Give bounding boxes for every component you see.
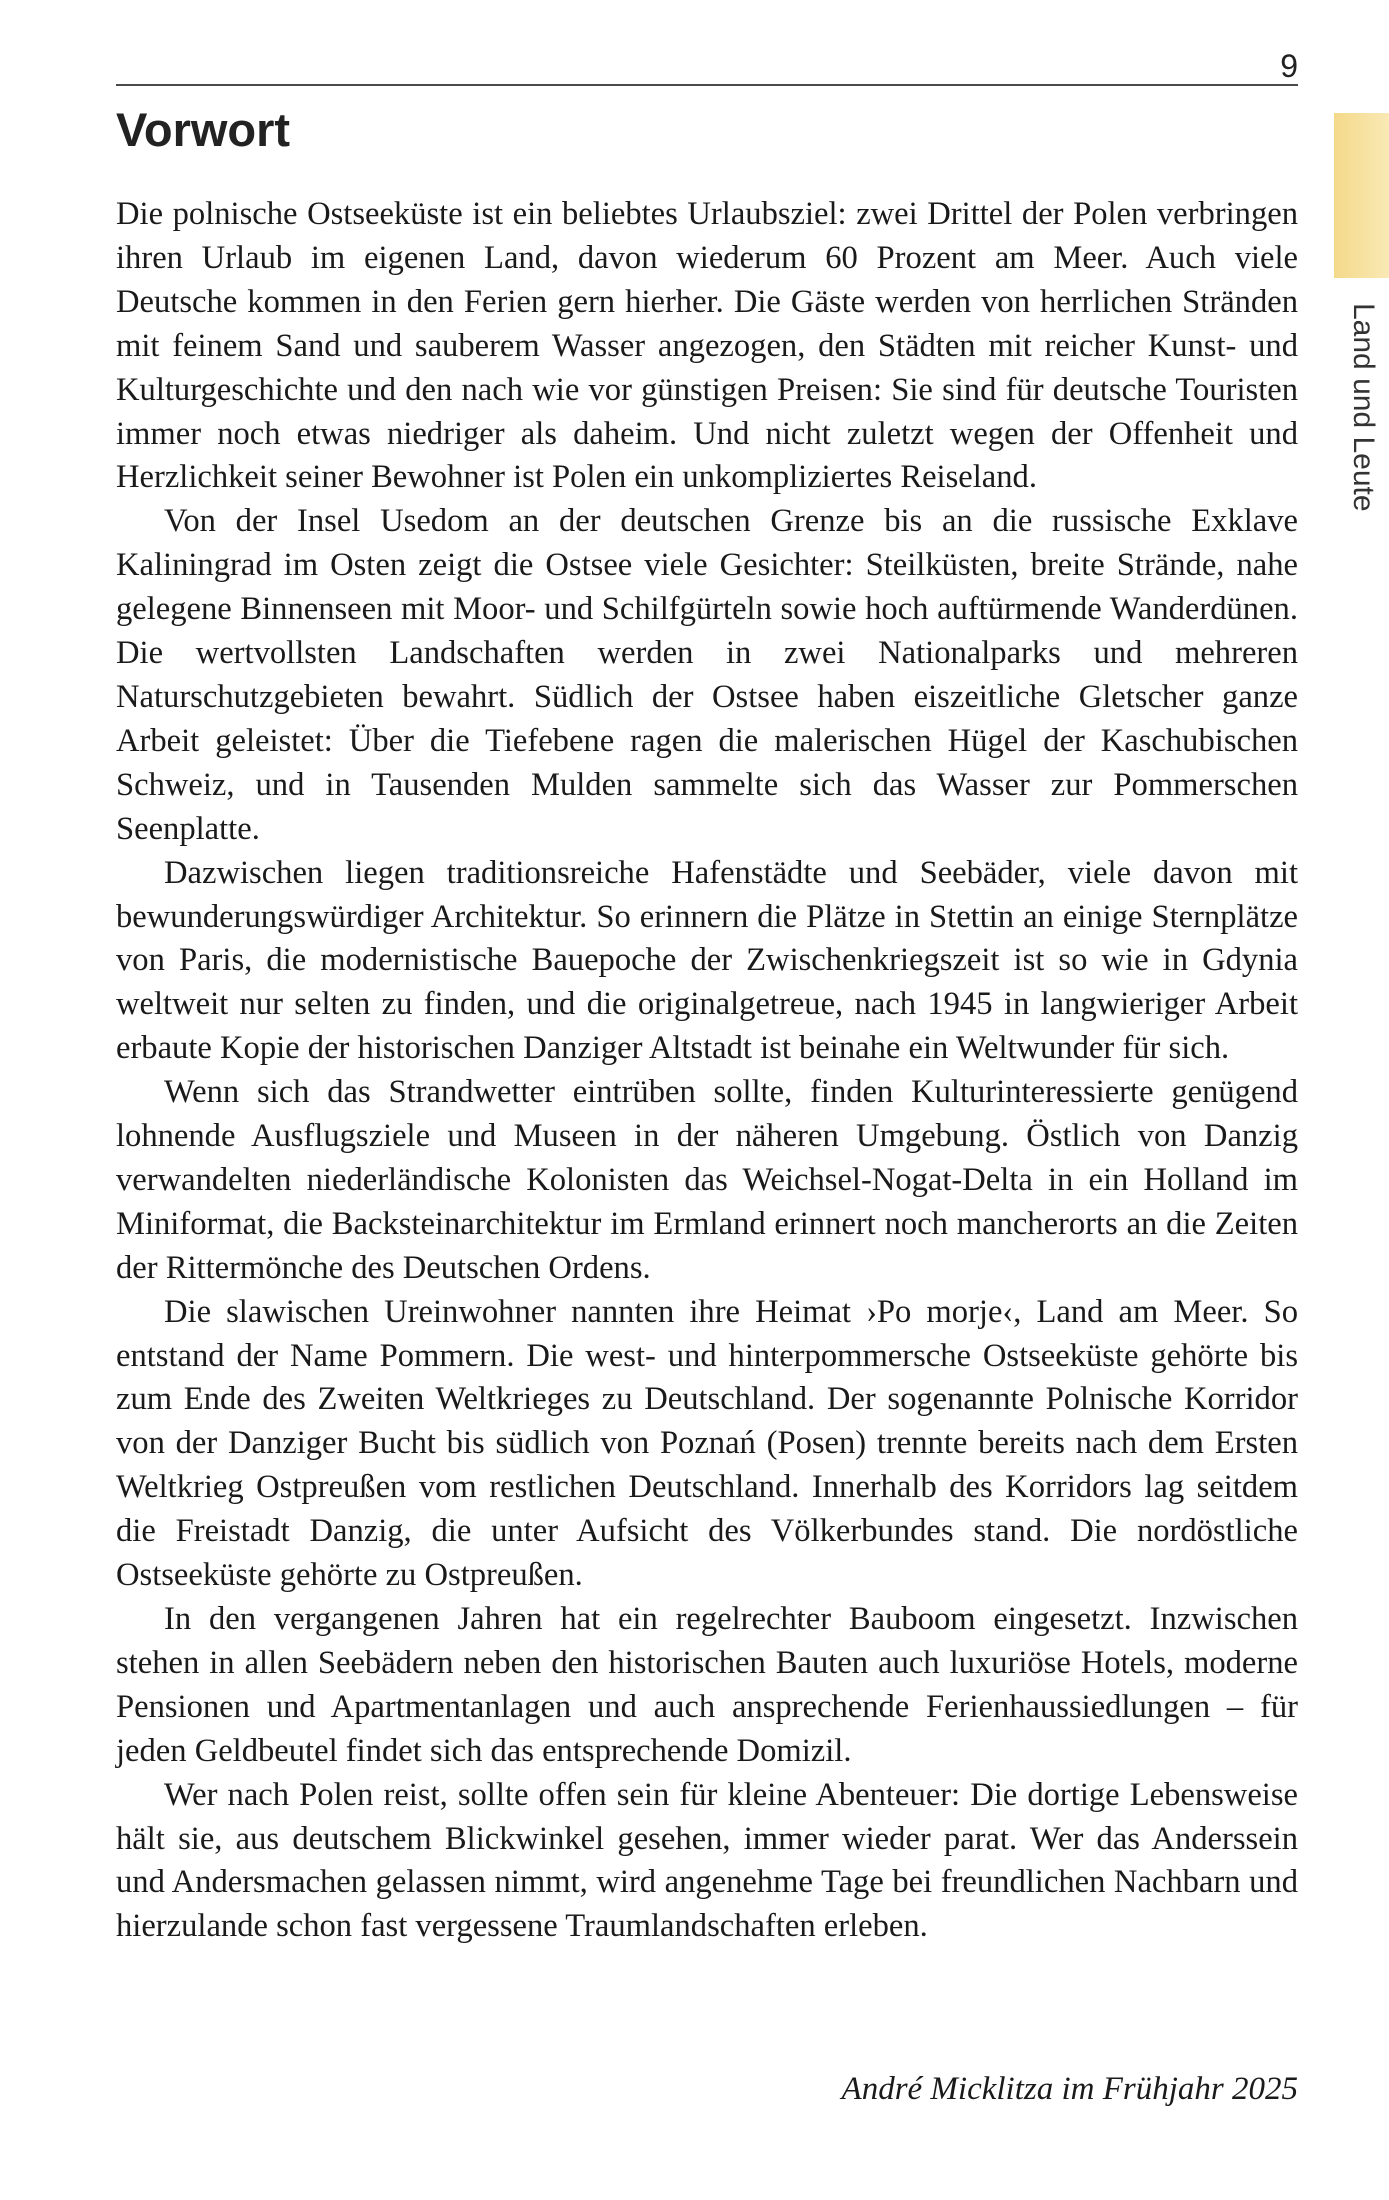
paragraph: Von der Insel Usedom an der deutschen Grenze bis an die russische Exklave Kaliningrad im Osten zeigt die Ostsee viele Gesichter: Steilküsten, breite Strände, nahe gelegene Binnenseen mit Moor- und Schilfgürteln sowie hoch auftürmende Wanderdünen. Die wertvollsten Landschaften werden in zwei Nationalparks und mehreren Naturschutzgebieten bewahrt. Südlich der Ostsee haben eiszeitliche Gletscher ganze Arbeit geleistet: Über die Tiefebene ragen die malerischen Hügel der Kaschubischen Schweiz, und in Tausenden Mulden sammelte sich das Wasser zur Pommerschen Seenplatte. bbox=[116, 503, 1298, 847]
paragraph: Die slawischen Ureinwohner nannten ihre Heimat ›Po morje‹, Land am Meer. So entstand der Name Pommern. Die west- und hinterpommersche Ostseeküste gehörte bis zum Ende des Zweiten Weltkrieges zu Deutschland. Der sogenannte Polnische Korridor von der Danziger Bucht bis südlich von Poznań (Posen) trennte bereits nach dem Ersten Weltkrieg Ostpreußen vom restlichen Deutschland. Innerhalb des Korridors lag seitdem die Freistadt Danzig, die unter Aufsicht des Völkerbundes stand. Die nordöstliche Ostseeküste gehörte zu Ostpreußen. bbox=[116, 1293, 1298, 1594]
paragraph: Wer nach Polen reist, sollte offen sein für kleine Abenteuer: Die dortige Lebensweise hält sie, aus deutschem Blickwinkel gesehen, immer wieder parat. Wer das Anderssein und Andersmachen gelassen nimmt, wird angenehme Tage bei freundlichen Nachbarn und hierzulande schon fast vergessene Traumlandschaften erleben. bbox=[116, 1776, 1298, 1945]
section-tab-marker bbox=[1334, 113, 1389, 278]
page-number: 9 bbox=[1280, 48, 1298, 84]
chapter-title: Vorwort bbox=[116, 103, 291, 156]
body-text bbox=[116, 193, 1298, 1949]
paragraph: Die polnische Ostseeküste ist ein beliebtes Urlaubsziel: zwei Drittel der Polen verbringen ihren Urlaub im eigenen Land, davon wiederum 60 Prozent am Meer. Auch viele Deutsche kommen in den Ferien gern hierher. Die Gäste werden von herrlichen Stränden mit feinem Sand und sauberem Wasser angezogen, den Städten mit reicher Kunst- und Kulturgeschichte und den nach wie vor günstigen Preisen: Sie sind für deutsche Touristen immer noch etwas niedriger als daheim. Und nicht zuletzt wegen der Offenheit und Herzlichkeit seiner Bewohner ist Polen ein unkompliziertes Reiseland. bbox=[116, 196, 1298, 496]
paragraph: Wenn sich das Strandwetter eintrüben sollte, finden Kulturinteressierte genügend lohnende Ausflugsziele und Museen in der näheren Umgebung. Östlich von Danzig verwandelten niederländische Kolonisten das Weichsel-Nogat-Delta in ein Holland im Miniformat, die Backsteinarchitektur im Ermland erinnert noch mancherorts an die Zeiten der Rittermönche des Deutschen Ordens. bbox=[116, 1074, 1298, 1286]
section-side-label: Land und Leute bbox=[1347, 303, 1380, 512]
author-signature: André Micklitza im Frühjahr 2025 bbox=[841, 2071, 1298, 2107]
paragraph: In den vergangenen Jahren hat ein regelrechter Bauboom eingesetzt. Inzwischen stehen in allen Seebädern neben den historischen Bauten auch luxuriöse Hotels, moderne Pensionen und Apartmentanlagen und auch ansprechende Ferienhaussiedlungen – für jeden Geldbeutel findet sich das entsprechende Domizil. bbox=[116, 1601, 1298, 1769]
paragraph: Dazwischen liegen traditionsreiche Hafenstädte und Seebäder, viele davon mit bewunderungswürdiger Architektur. So erinnern die Plätze in Stettin an einige Sternplätze von Paris, die modernistische Bauepoche der Zwischenkriegszeit ist so wie in Gdynia weltweit nur selten zu finden, und die originalgetreue, nach 1945 in langwieriger Arbeit erbaute Kopie der historischen Danziger Altstadt ist beinahe ein Weltwunder für sich. bbox=[116, 854, 1298, 1067]
header-rule bbox=[116, 84, 1298, 86]
